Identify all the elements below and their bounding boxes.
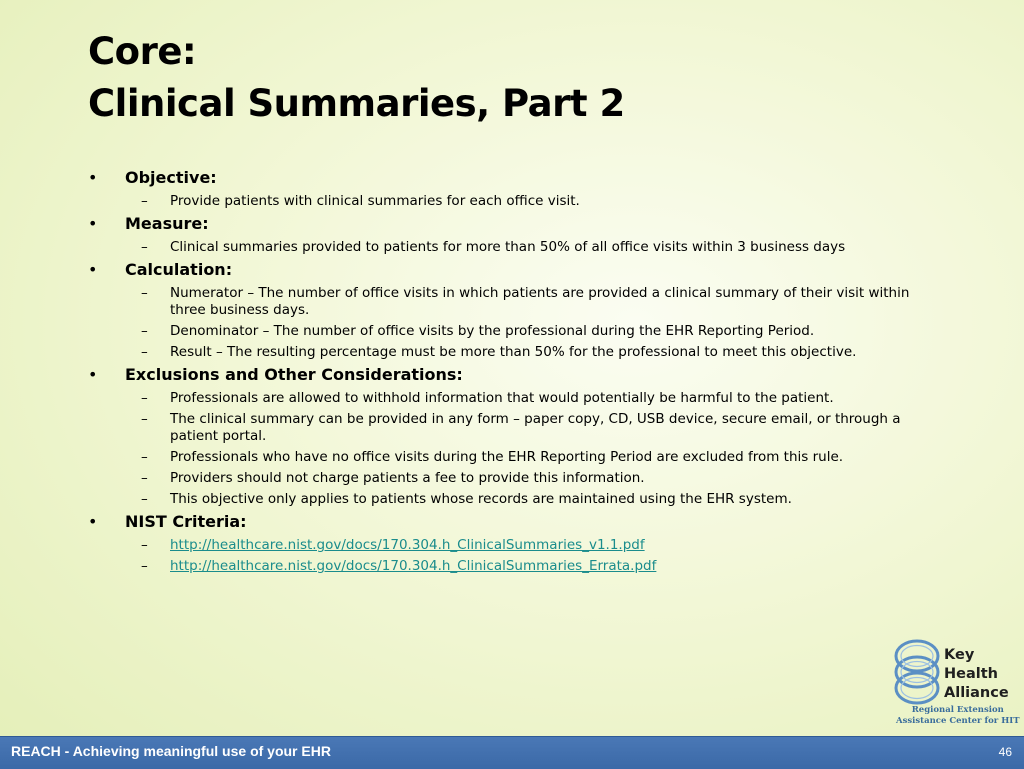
list-item-text: Numerator – The number of office visits in which patients are provided a clinical summary of their visit within three business days. xyxy=(170,285,910,318)
list-item xyxy=(88,285,958,319)
dash-icon: – xyxy=(141,390,148,406)
logo-name-line1: Key xyxy=(944,647,975,663)
dash-icon: – xyxy=(141,285,148,301)
logo-name-line2: Health xyxy=(944,666,998,682)
section-heading-text: Calculation: xyxy=(125,260,233,279)
list-item-text: The clinical summary can be provided in any form – paper copy, CD, USB device, secure email, or through a patient portal. xyxy=(170,411,901,444)
logo-name xyxy=(944,646,1009,703)
logo-subtitle-line1: Regional Extension xyxy=(911,705,1004,715)
bullet-icon: • xyxy=(88,214,98,233)
list-item xyxy=(88,193,958,210)
list-item xyxy=(88,411,958,445)
list-item-text: Denominator – The number of office visits by the professional during the EHR Reporting Period. xyxy=(170,323,815,339)
section-heading-text: Objective: xyxy=(125,168,217,187)
logo-name-line3: Alliance xyxy=(944,685,1009,701)
list-item-text: Result – The resulting percentage must be more than 50% for the professional to meet this objective. xyxy=(170,344,857,360)
rings-logo-icon xyxy=(890,638,944,706)
slide-title-line1: Core: xyxy=(88,30,197,73)
bullet-icon: • xyxy=(88,365,98,384)
list-item xyxy=(88,323,958,340)
dash-icon: – xyxy=(141,323,148,339)
bullet-icon: • xyxy=(88,168,98,187)
list-item xyxy=(88,390,958,407)
section-heading-text: Exclusions and Other Considerations: xyxy=(125,365,463,384)
section-heading-text: NIST Criteria: xyxy=(125,512,247,531)
section-heading-exclusions xyxy=(88,364,958,386)
key-health-alliance-logo xyxy=(888,636,1024,732)
section-heading-objective xyxy=(88,167,958,189)
section-heading-calculation xyxy=(88,259,958,281)
bullet-icon: • xyxy=(88,260,98,279)
nist-link-v1-1[interactable]: http://healthcare.nist.gov/docs/170.304.h_ClinicalSummaries_v1.1.pdf xyxy=(170,537,645,553)
logo-subtitle-line2: Assistance Center for HIT xyxy=(896,716,1020,726)
list-item xyxy=(88,470,958,487)
bullet-icon: • xyxy=(88,512,98,531)
dash-icon: – xyxy=(141,491,148,507)
list-item-text: This objective only applies to patients whose records are maintained using the EHR system. xyxy=(170,491,792,507)
dash-icon: – xyxy=(141,470,148,486)
nist-link-errata[interactable]: http://healthcare.nist.gov/docs/170.304.h_ClinicalSummaries_Errata.pdf xyxy=(170,558,657,574)
list-item xyxy=(88,449,958,466)
dash-icon: – xyxy=(141,193,148,209)
list-item-text: Providers should not charge patients a fee to provide this information. xyxy=(170,470,645,486)
dash-icon: – xyxy=(141,537,148,553)
dash-icon: – xyxy=(141,449,148,465)
list-item-text: Professionals are allowed to withhold information that would potentially be harmful to the patient. xyxy=(170,390,834,406)
list-item xyxy=(88,537,958,554)
list-item-text: Clinical summaries provided to patients for more than 50% of all office visits within 3 business days xyxy=(170,239,846,255)
page-number: 46 xyxy=(998,745,1012,759)
list-item xyxy=(88,239,958,256)
slide-title-line2: Clinical Summaries, Part 2 xyxy=(88,82,625,125)
list-item xyxy=(88,344,958,361)
dash-icon: – xyxy=(141,239,148,255)
list-item-text: Professionals who have no office visits during the EHR Reporting Period are excluded from this rule. xyxy=(170,449,844,465)
footer-bar xyxy=(0,736,1024,769)
dash-icon: – xyxy=(141,558,148,574)
dash-icon: – xyxy=(141,344,148,360)
section-heading-measure xyxy=(88,213,958,235)
section-heading-text: Measure: xyxy=(125,214,209,233)
list-item-text: Provide patients with clinical summaries for each office visit. xyxy=(170,193,580,209)
section-heading-nist-criteria xyxy=(88,511,958,533)
logo-subtitle xyxy=(896,705,1020,727)
slide-title xyxy=(88,26,968,130)
footer-text: REACH - Achieving meaningful use of your EHR xyxy=(11,743,331,759)
slide-content xyxy=(88,164,958,576)
list-item xyxy=(88,491,958,508)
list-item xyxy=(88,558,958,575)
dash-icon: – xyxy=(141,411,148,427)
